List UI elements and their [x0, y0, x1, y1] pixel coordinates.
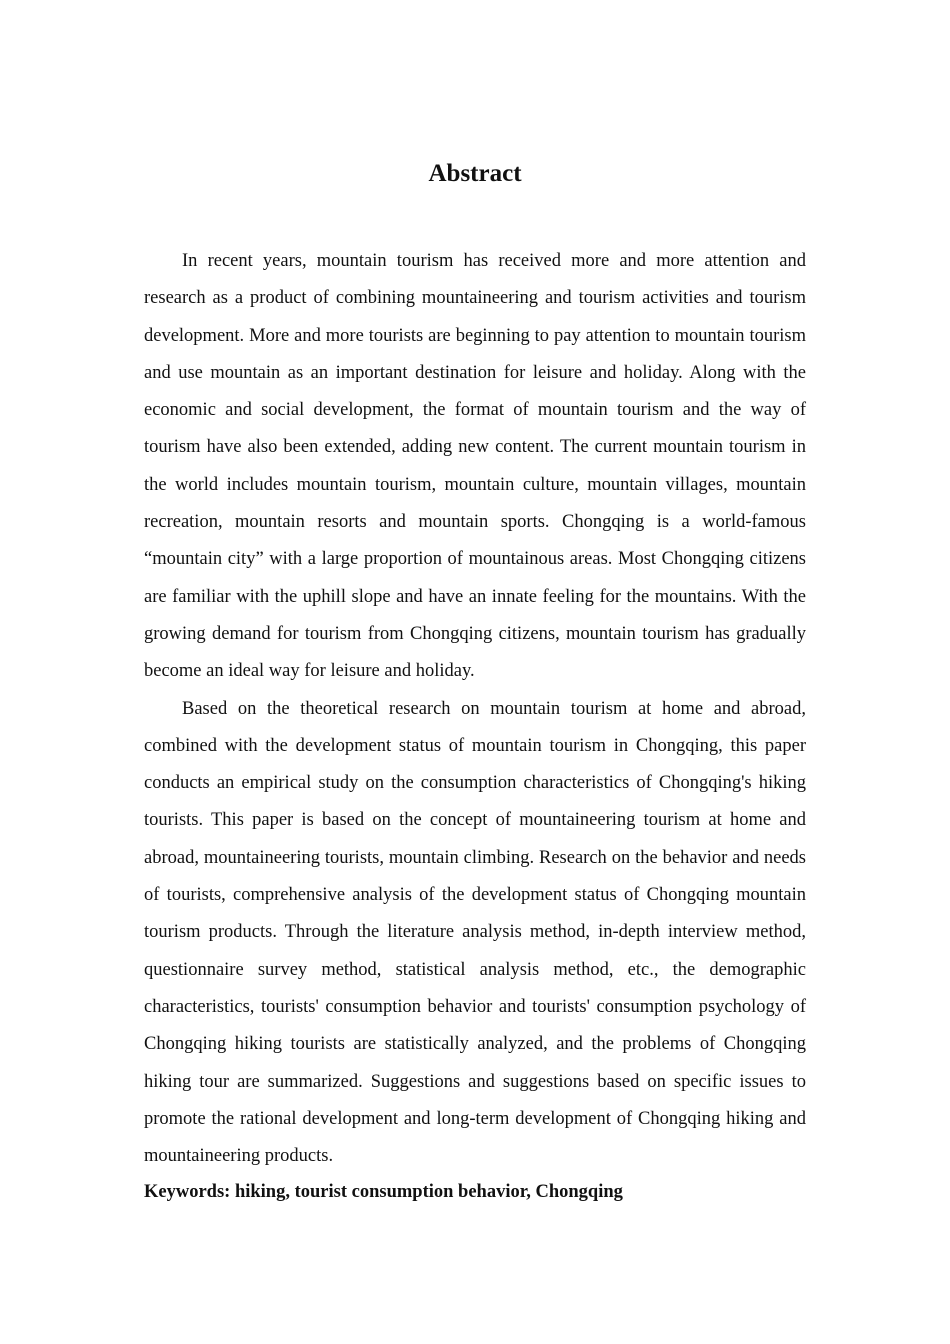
keywords-line: Keywords: hiking, tourist consumption behavior, Chongqing	[144, 1182, 623, 1203]
abstract-paragraph-1: In recent years, mountain tourism has received more and more attention and research as a product of combining mountaineering and tourism activities and tourism development. More and more tourists are beginning to pay attention to mountain tourism and use mountain as an important destination for leisure and holiday. Along with the economic and social development, the format of mountain tourism and the way of tourism have also been extended, adding new content. The current mountain tourism in the world includes mountain tourism, mountain culture, mountain villages, mountain recreation, mountain resorts and mountain sports. Chongqing is a world-famous “mountain city” with a large proportion of mountainous areas. Most Chongqing citizens are familiar with the uphill slope and have an innate feeling for the mountains. With the growing demand for tourism from Chongqing citizens, mountain tourism has gradually become an ideal way for leisure and holiday.	[144, 251, 806, 682]
abstract-paragraph-2: Based on the theoretical research on mountain tourism at home and abroad, combined with the development status of mountain tourism in Chongqing, this paper conducts an empirical study on the consumption characteristics of Chongqing's hiking tourists. This paper is based on the concept of mountaineering tourism at home and abroad, mountaineering tourists, mountain climbing. Research on the behavior and needs of tourists, comprehensive analysis of the development status of Chongqing mountain tourism products. Through the literature analysis method, in-depth interview method, questionnaire survey method, statistical analysis method, etc., the demographic characteristics, tourists' consumption behavior and tourists' consumption psychology of Chongqing hiking tourists are statistically analyzed, and the problems of Chongqing hiking tour are summarized. Suggestions and suggestions based on specific issues to promote the rational development and long-term development of Chongqing hiking and mountaineering products.	[144, 698, 806, 1167]
abstract-heading: Abstract	[428, 160, 522, 187]
abstract-body	[144, 243, 806, 1209]
